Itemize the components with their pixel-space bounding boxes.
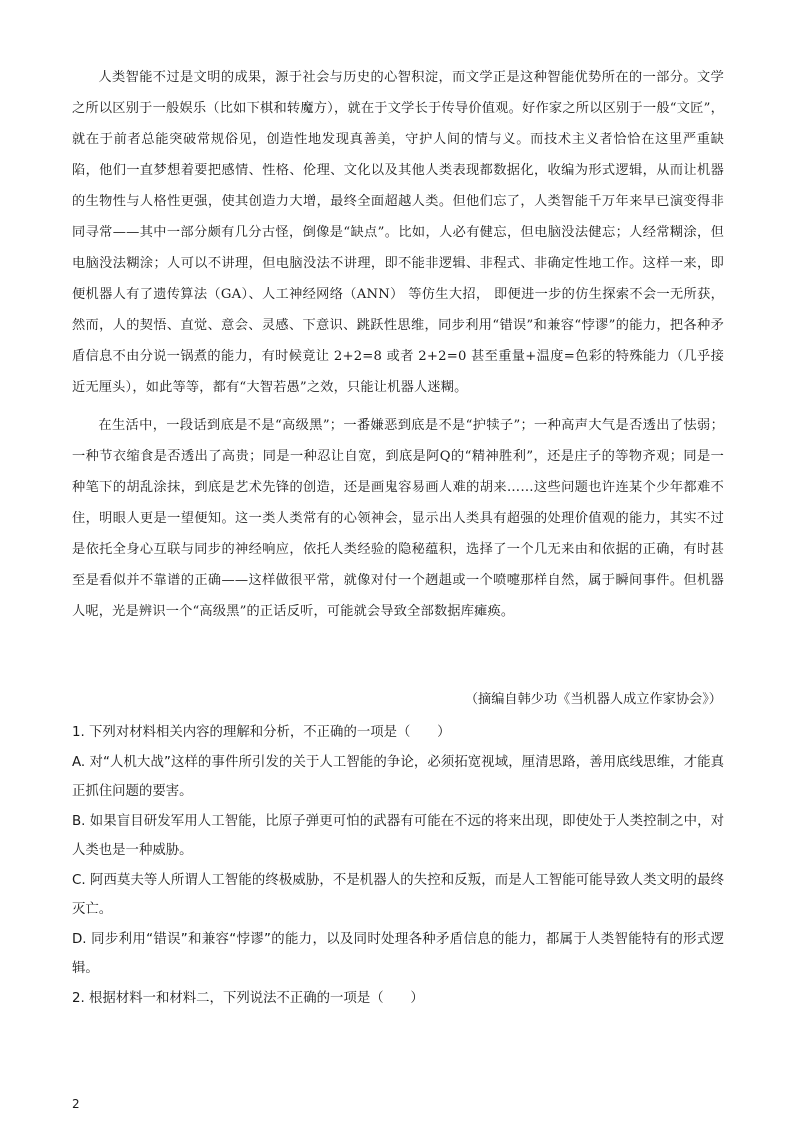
reading-passage: [72, 62, 724, 627]
question-1-option-c: C. 阿西莫夫等人所谓人工智能的终极威胁，不是机器人的失控和反叛，而是人工智能可能导致人类文明的最终灭亡。: [72, 873, 724, 917]
page-number: 2: [72, 1097, 80, 1111]
question-1-option-d: D. 同步利用“错误”和兼容“悖谬”的能力，以及同时处理各种矛盾信息的能力，都属于人类智能特有的形式逻辑。: [72, 932, 724, 976]
question-2-stem: 2. 根据材料一和材料二，下列说法不正确的一项是（ ）: [72, 991, 424, 1006]
passage-source: （摘编自韩少功《当机器人成立作家协会》）: [464, 692, 722, 707]
question-1-option-b: B. 如果盲目研发军用人工智能，比原子弹更可怕的武器有可能在不远的将来出现，即使处于人类控制之中，对人类也是一种威胁。: [72, 814, 724, 858]
question-section: [72, 718, 724, 1014]
passage-paragraph-1: 人类智能不过是文明的成果，源于社会与历史的心智积淀，而文学正是这种智能优势所在的一部分。文学之所以区别于一般娱乐（比如下棋和转魔方），就在于文学长于传导价值观。好作家之所以区别于一般“文匠”，就在于前者总能突破常规俗见，创造性地发现真善美，守护人间的情与义。而技术主义者恰恰在这里严重缺陷，他们一直梦想着要把感情、性格、伦理、文化以及其他人类表现都数据化，收编为形式逻辑，从而让机器的生物性与人格性更强，使其创造力大增，最终全面超越人类。但他们忘了，人类智能千万年来早已演变得非同寻常——其中一部分颇有几分古怪，倒像是“缺点”。比如，人必有健忘，但电脑没法健忘；人经常糊涂，但电脑没法糊涂；人可以不讲理，但电脑没法不讲理，即不能非逻辑、非程式、非确定性地工作。这样一来，即便机器人有了遗传算法（GA）、人工神经网络（ANN） 等仿生大招， 即便进一步的仿生探索不会一无所获，然而，人的契悟、直觉、意会、灵感、下意识、跳跃性思维，同步利用“错误”和兼容“悖谬”的能力，把各种矛盾信息不由分说一锅煮的能力，有时候竟让 2+2=8 或者 2+2=0 甚至重量+温度=色彩的特殊能力（几乎接近无厘头），如此等等，都有“大智若愚”之效，只能让机器人迷糊。: [72, 70, 724, 395]
question-1-stem: 1. 下列对材料相关内容的理解和分析，不正确的一项是（ ）: [72, 725, 451, 740]
passage-paragraph-2: 在生活中，一段话到底是不是“高级黑”；一番嫌恶到底是不是“护犊子”；一种高声大气是否透出了怯弱；一种节衣缩食是否透出了高贵；同是一种忍让自宽，到底是阿Q的“精神胜利”，还是庄子的等物齐观；同是一种笔下的胡乱涂抹，到底是艺术先锋的创造，还是画鬼容易画人难的胡来……这些问题也许连某个少年都难不住，明眼人更是一望便知。这一类人类常有的心领神会，显示出人类具有超强的处理价值观的能力，其实不过是依托全身心互联与同步的神经响应，依托人类经验的隐秘蕴积，选择了一个几无来由和依据的正确，有时甚至是看似并不靠谱的正确——这样做很平常，就像对付一个趔趄或一个喷嚏那样自然，属于瞬间事件。但机器人呢，光是辨识一个“高级黑”的正话反听，可能就会导致全部数据库瘫痪。: [72, 418, 724, 619]
question-1-option-a: A. 对“人机大战”这样的事件所引发的关于人工智能的争论，必须拓宽视域，厘清思路，善用底线思维，才能真正抓住问题的要害。: [72, 755, 724, 799]
